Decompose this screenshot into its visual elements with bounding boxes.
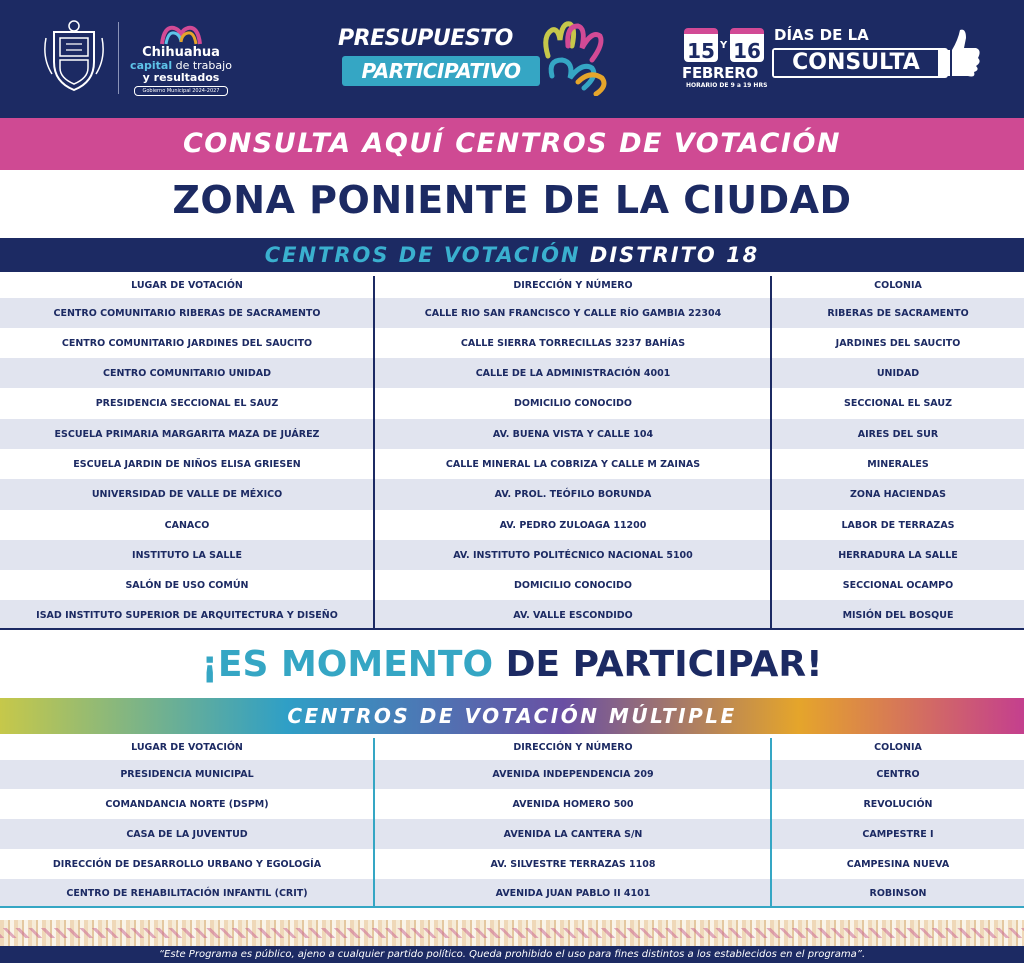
table-row: [0, 819, 1024, 849]
cell-colony: REVOLUCIÓN: [863, 798, 933, 810]
hands-icon: [538, 16, 612, 96]
cell-place: PRESIDENCIA MUNICIPAL: [120, 769, 254, 780]
cell-address: AVENIDA LA CANTERA S/N: [503, 828, 643, 840]
cell-colony: CAMPESTRE I: [862, 828, 934, 840]
cell-colony: HERRADURA LA SALLE: [838, 549, 958, 561]
brand-line-2-rest: de trabajo: [172, 59, 232, 72]
consulta-badge: [772, 48, 948, 78]
multiple-centers-band: CENTROS DE VOTACIÓN MÚLTIPLE: [0, 698, 1024, 734]
column-header-colony: COLONIA: [874, 279, 922, 291]
table-row: [0, 388, 1024, 419]
legal-disclaimer: “Este Programa es público, ajeno a cualquier partido político. Queda prohibido el uso para fines distintos a los establecidos en el programa”.: [0, 946, 1024, 963]
schedule-label: HORARIO DE 9 a 19 HRS: [686, 82, 768, 89]
cell-place: SALÓN DE USO COMÚN: [125, 579, 249, 591]
month-label: FEBRERO: [682, 64, 758, 82]
cell-address: DOMICILIO CONOCIDO: [514, 398, 632, 409]
program-title-line-1: PRESUPUESTO: [338, 26, 513, 51]
calendar-icon: 16: [730, 28, 764, 62]
cell-address: AVENIDA JUAN PABLO II 4101: [495, 887, 651, 899]
cell-place: PRESIDENCIA SECCIONAL EL SAUZ: [95, 398, 279, 409]
days-label: DÍAS DE LA: [774, 26, 869, 44]
column-divider: [770, 276, 772, 630]
district-band: [0, 238, 1024, 272]
table-row: [0, 358, 1024, 388]
table-header: [0, 734, 1024, 760]
table-row: [0, 540, 1024, 570]
cell-place: ESCUELA JARDIN DE NIÑOS ELISA GRIESEN: [73, 458, 301, 470]
participate-headline: [0, 644, 1024, 685]
table-row: [0, 789, 1024, 819]
column-header-place: LUGAR DE VOTACIÓN: [131, 279, 243, 291]
table-row: [0, 449, 1024, 479]
cell-address: AV. SILVESTRE TERRAZAS 1108: [490, 858, 656, 870]
cell-place: ISAD INSTITUTO SUPERIOR DE ARQUITECTURA Y DISEÑO: [36, 609, 338, 621]
calendar-icon: 15: [684, 28, 718, 62]
cell-colony: SECCIONAL EL SAUZ: [844, 398, 952, 409]
brand-line-1: Chihuahua: [142, 45, 220, 60]
table-row: [0, 570, 1024, 600]
table-row: [0, 760, 1024, 789]
cell-place: CENTRO COMUNITARIO JARDINES DEL SAUCITO: [61, 337, 313, 349]
cell-place: COMANDANCIA NORTE (DSPM): [105, 798, 269, 810]
cell-place: CASA DE LA JUVENTUD: [126, 828, 248, 840]
cell-place: CANACO: [164, 519, 210, 531]
cell-colony: JARDINES DEL SAUCITO: [835, 337, 961, 349]
district-band-part-2: DISTRITO 18: [580, 243, 760, 267]
column-divider: [770, 738, 772, 906]
cell-place: INSTITUTO LA SALLE: [132, 549, 242, 561]
cell-place: CENTRO DE REHABILITACIÓN INFANTIL (CRIT): [66, 887, 308, 899]
cell-address: AV. INSTITUTO POLITÉCNICO NACIONAL 5100: [453, 549, 693, 561]
table-bottom-border: [0, 906, 1024, 908]
cell-address: AV. PEDRO ZULOAGA 11200: [499, 519, 647, 531]
consultation-dates: [682, 24, 982, 94]
brand-line-4: Gobierno Municipal 2024-2027: [134, 86, 228, 96]
cell-address: AV. PROL. TEÓFILO BORUNDA: [494, 489, 652, 500]
column-header-address: DIRECCIÓN Y NÚMERO: [513, 741, 633, 753]
table-bottom-border: [0, 628, 1024, 630]
program-title-line-2: PARTICIPATIVO: [342, 56, 540, 86]
column-header-place: LUGAR DE VOTACIÓN: [131, 741, 243, 753]
column-divider: [373, 276, 375, 630]
table-row: [0, 298, 1024, 328]
cell-colony: MISIÓN DEL BOSQUE: [842, 609, 954, 621]
cell-colony: AIRES DEL SUR: [857, 428, 939, 440]
cell-address: DOMICILIO CONOCIDO: [514, 579, 632, 591]
cell-address: CALLE DE LA ADMINISTRACIÓN 4001: [475, 367, 671, 379]
cell-address: CALLE SIERRA TORRECILLAS 3237 BAHÍAS: [460, 337, 686, 349]
table-row: [0, 600, 1024, 630]
cell-address: CALLE RIO SAN FRANCISCO Y CALLE RÍO GAMBIA 22304: [424, 307, 722, 319]
voting-centers-table: [0, 272, 1024, 630]
table-body: [0, 760, 1024, 907]
cell-place: ESCUELA PRIMARIA MARGARITA MAZA DE JUÁREZ: [54, 428, 320, 440]
cell-colony: UNIDAD: [876, 367, 920, 379]
date-connector: Y: [720, 40, 728, 51]
header: [0, 0, 1024, 118]
program-logo: [334, 26, 614, 96]
column-divider: [373, 738, 375, 906]
cell-address: AV. VALLE ESCONDIDO: [513, 609, 633, 621]
government-brand: [126, 24, 236, 96]
table-row: [0, 419, 1024, 449]
decorative-pattern-accent: [0, 928, 1024, 938]
cell-colony: ZONA HACIENDAS: [850, 489, 946, 500]
cell-place: DIRECCIÓN DE DESARROLLO URBANO Y EGOLOGÍA: [52, 858, 322, 870]
consulta-banner: CONSULTA AQUÍ CENTROS DE VOTACIÓN: [0, 118, 1024, 170]
column-header-colony: COLONIA: [874, 741, 922, 753]
thumbs-up-icon: [936, 26, 982, 80]
brand-line-2-highlight: capital: [130, 59, 173, 72]
cell-colony: MINERALES: [867, 458, 929, 470]
brand-m-icon: [158, 24, 204, 46]
cell-colony: RIBERAS DE SACRAMENTO: [827, 307, 969, 319]
cell-colony: LABOR DE TERRAZAS: [841, 519, 955, 531]
cell-colony: ROBINSON: [869, 887, 927, 899]
header-divider: [118, 22, 119, 94]
table-body: [0, 298, 1024, 630]
participate-headline-part-2: DE PARTICIPAR!: [493, 644, 823, 685]
cell-address: AV. BUENA VISTA Y CALLE 104: [492, 428, 654, 440]
cell-colony: CAMPESINA NUEVA: [846, 858, 950, 870]
table-header: [0, 272, 1024, 298]
cell-address: AVENIDA HOMERO 500: [512, 798, 634, 810]
participate-headline-part-1: ¡ES MOMENTO: [201, 644, 494, 685]
zone-title: ZONA PONIENTE DE LA CIUDAD: [172, 178, 852, 222]
table-row: [0, 479, 1024, 510]
table-row: [0, 879, 1024, 907]
cell-place: UNIVERSIDAD DE VALLE DE MÉXICO: [91, 489, 283, 500]
cell-address: CALLE MINERAL LA COBRIZA Y CALLE M ZAINAS: [445, 458, 701, 470]
cell-place: CENTRO COMUNITARIO UNIDAD: [103, 367, 271, 379]
multiple-voting-centers-table: [0, 734, 1024, 907]
table-row: [0, 510, 1024, 540]
city-crest-icon: [42, 18, 106, 94]
cell-colony: CENTRO: [876, 769, 920, 780]
cell-place: CENTRO COMUNITARIO RIBERAS DE SACRAMENTO: [53, 307, 321, 319]
consulta-label: CONSULTA: [774, 50, 938, 76]
cell-colony: SECCIONAL OCAMPO: [842, 579, 954, 591]
table-row: [0, 328, 1024, 358]
brand-line-3: y resultados: [142, 71, 220, 84]
table-row: [0, 849, 1024, 879]
cell-address: AVENIDA INDEPENDENCIA 209: [492, 769, 654, 780]
column-header-address: DIRECCIÓN Y NÚMERO: [513, 279, 633, 291]
district-band-part-1: CENTROS DE VOTACIÓN: [264, 243, 581, 267]
